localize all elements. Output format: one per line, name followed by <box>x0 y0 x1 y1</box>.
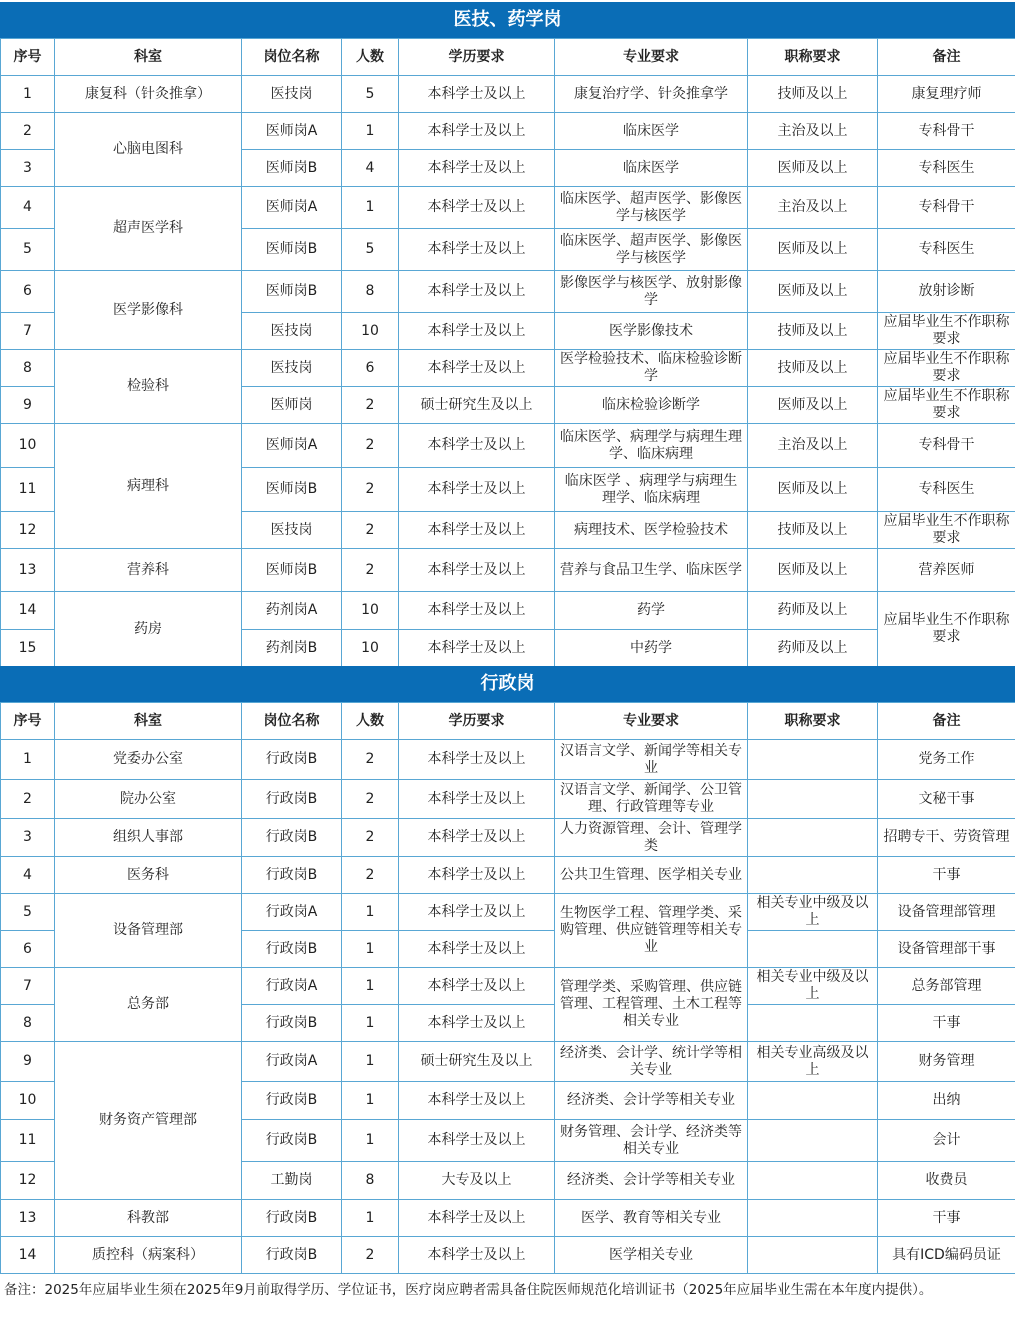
cell-no: 1 <box>1 740 55 780</box>
cell-remark: 放射诊断 <box>878 271 1015 313</box>
cell-title-req: 技师及以上 <box>748 350 878 387</box>
cell-no: 3 <box>1 819 55 857</box>
cell-dept: 科教部 <box>55 1200 242 1237</box>
header-major: 专业要求 <box>555 39 748 76</box>
header-count: 人数 <box>342 703 399 740</box>
cell-no: 11 <box>1 468 55 512</box>
cell-count: 5 <box>342 76 399 113</box>
cell-title-req <box>748 1120 878 1162</box>
cell-count: 8 <box>342 1162 399 1200</box>
header-no: 序号 <box>1 703 55 740</box>
cell-remark: 应届毕业生不作职称要求 <box>878 313 1015 350</box>
cell-education: 本科学士及以上 <box>399 229 555 271</box>
cell-no: 9 <box>1 387 55 424</box>
cell-no: 14 <box>1 592 55 630</box>
cell-no: 14 <box>1 1237 55 1274</box>
cell-major: 临床检验诊断学 <box>555 387 748 424</box>
cell-post: 行政岗A <box>242 1042 342 1082</box>
cell-post: 行政岗B <box>242 819 342 857</box>
table-row <box>1 424 1015 468</box>
cell-count: 2 <box>342 780 399 819</box>
cell-post: 行政岗B <box>242 931 342 968</box>
table-row <box>1 271 1015 313</box>
cell-education: 本科学士及以上 <box>399 894 555 931</box>
cell-major: 医学检验技术、临床检验诊断学 <box>555 350 748 387</box>
cell-title-req <box>748 780 878 819</box>
cell-major: 药学 <box>555 592 748 630</box>
cell-education: 本科学士及以上 <box>399 1082 555 1120</box>
header-no: 序号 <box>1 39 55 76</box>
cell-title-req: 主治及以上 <box>748 187 878 229</box>
cell-post: 行政岗A <box>242 894 342 931</box>
cell-title-req: 相关专业中级及以上 <box>748 968 878 1005</box>
cell-remark: 专科医生 <box>878 150 1015 187</box>
cell-education: 本科学士及以上 <box>399 350 555 387</box>
cell-post: 医师岗B <box>242 549 342 592</box>
cell-remark: 干事 <box>878 1005 1015 1042</box>
cell-dept: 营养科 <box>55 549 242 592</box>
cell-post: 医师岗A <box>242 424 342 468</box>
cell-education: 本科学士及以上 <box>399 931 555 968</box>
cell-post: 行政岗B <box>242 1082 342 1120</box>
cell-education: 本科学士及以上 <box>399 549 555 592</box>
cell-count: 2 <box>342 468 399 512</box>
cell-remark: 营养医师 <box>878 549 1015 592</box>
cell-post: 医师岗B <box>242 150 342 187</box>
cell-count: 1 <box>342 1200 399 1237</box>
cell-dept: 总务部 <box>55 968 242 1042</box>
cell-remark: 应届毕业生不作职称要求 <box>878 387 1015 424</box>
cell-no: 6 <box>1 271 55 313</box>
cell-title-req <box>748 1005 878 1042</box>
cell-remark: 总务部管理 <box>878 968 1015 1005</box>
cell-education: 本科学士及以上 <box>399 630 555 667</box>
cell-title-req: 主治及以上 <box>748 424 878 468</box>
cell-title-req: 医师及以上 <box>748 387 878 424</box>
cell-title-req <box>748 740 878 780</box>
cell-education: 本科学士及以上 <box>399 780 555 819</box>
cell-education: 硕士研究生及以上 <box>399 1042 555 1082</box>
table-row <box>1 857 1015 894</box>
table-row <box>1 592 1015 630</box>
cell-post: 医师岗B <box>242 229 342 271</box>
cell-major: 人力资源管理、会计、管理学类 <box>555 819 748 857</box>
cell-count: 1 <box>342 968 399 1005</box>
cell-title-req: 医师及以上 <box>748 229 878 271</box>
cell-post: 医师岗B <box>242 468 342 512</box>
cell-remark: 文秘干事 <box>878 780 1015 819</box>
cell-no: 7 <box>1 968 55 1005</box>
cell-title-req: 相关专业高级及以上 <box>748 1042 878 1082</box>
cell-post: 工勤岗 <box>242 1162 342 1200</box>
cell-count: 2 <box>342 819 399 857</box>
cell-education: 本科学士及以上 <box>399 76 555 113</box>
cell-major: 临床医学 <box>555 150 748 187</box>
cell-count: 5 <box>342 229 399 271</box>
cell-major: 影像医学与核医学、放射影像学 <box>555 271 748 313</box>
cell-no: 12 <box>1 512 55 549</box>
cell-remark: 干事 <box>878 857 1015 894</box>
cell-major: 公共卫生管理、医学相关专业 <box>555 857 748 894</box>
cell-dept: 医务科 <box>55 857 242 894</box>
cell-title-req: 主治及以上 <box>748 113 878 150</box>
cell-post: 行政岗B <box>242 740 342 780</box>
cell-title-req <box>748 1082 878 1120</box>
cell-major: 经济类、会计学等相关专业 <box>555 1162 748 1200</box>
cell-education: 本科学士及以上 <box>399 1237 555 1274</box>
cell-education: 本科学士及以上 <box>399 468 555 512</box>
cell-dept: 药房 <box>55 592 242 667</box>
cell-dept: 医学影像科 <box>55 271 242 350</box>
cell-education: 本科学士及以上 <box>399 1005 555 1042</box>
cell-education: 本科学士及以上 <box>399 857 555 894</box>
cell-no: 5 <box>1 894 55 931</box>
cell-post: 行政岗B <box>242 1237 342 1274</box>
footnote: 备注：2025年应届毕业生须在2025年9月前取得学历、学位证书，医疗岗应聘者需具备住院医师规范化培训证书（2025年应届毕业生需在本年度内提供）。 <box>4 1282 933 1298</box>
cell-count: 4 <box>342 150 399 187</box>
table-row <box>1 780 1015 819</box>
header-major: 专业要求 <box>555 703 748 740</box>
cell-count: 1 <box>342 113 399 150</box>
cell-post: 医技岗 <box>242 76 342 113</box>
cell-major: 临床医学、超声医学、影像医学与核医学 <box>555 229 748 271</box>
cell-major: 管理学类、采购管理、供应链管理、工程管理、土木工程等相关专业 <box>555 968 748 1042</box>
cell-major: 临床医学 <box>555 113 748 150</box>
cell-title-req <box>748 1237 878 1274</box>
cell-title-req: 技师及以上 <box>748 313 878 350</box>
cell-no: 11 <box>1 1120 55 1162</box>
cell-education: 本科学士及以上 <box>399 512 555 549</box>
cell-remark: 专科骨干 <box>878 113 1015 150</box>
cell-dept: 财务资产管理部 <box>55 1042 242 1200</box>
cell-dept: 质控科（病案科） <box>55 1237 242 1274</box>
cell-major: 病理技术、医学检验技术 <box>555 512 748 549</box>
cell-remark: 应届毕业生不作职称要求 <box>878 592 1015 667</box>
cell-post: 药剂岗B <box>242 630 342 667</box>
cell-education: 大专及以上 <box>399 1162 555 1200</box>
cell-post: 医技岗 <box>242 512 342 549</box>
cell-count: 2 <box>342 512 399 549</box>
header-title-req: 职称要求 <box>748 703 878 740</box>
cell-count: 2 <box>342 549 399 592</box>
cell-remark: 收费员 <box>878 1162 1015 1200</box>
cell-post: 医师岗 <box>242 387 342 424</box>
cell-major: 经济类、会计学等相关专业 <box>555 1082 748 1120</box>
cell-post: 行政岗B <box>242 1120 342 1162</box>
cell-count: 1 <box>342 1082 399 1120</box>
cell-count: 2 <box>342 387 399 424</box>
header-remark: 备注 <box>878 703 1015 740</box>
cell-remark: 专科医生 <box>878 229 1015 271</box>
cell-dept: 超声医学科 <box>55 187 242 271</box>
cell-dept: 康复科（针灸推拿） <box>55 76 242 113</box>
cell-education: 本科学士及以上 <box>399 424 555 468</box>
cell-major: 营养与食品卫生学、临床医学 <box>555 549 748 592</box>
cell-major: 财务管理、会计学、经济类等相关专业 <box>555 1120 748 1162</box>
cell-no: 6 <box>1 931 55 968</box>
cell-remark: 招聘专干、劳资管理 <box>878 819 1015 857</box>
table-row <box>1 1042 1015 1082</box>
cell-education: 本科学士及以上 <box>399 1120 555 1162</box>
cell-dept: 党委办公室 <box>55 740 242 780</box>
cell-education: 本科学士及以上 <box>399 150 555 187</box>
cell-count: 2 <box>342 424 399 468</box>
cell-count: 1 <box>342 1042 399 1082</box>
cell-count: 1 <box>342 1120 399 1162</box>
header-post: 岗位名称 <box>242 703 342 740</box>
cell-remark: 设备管理部管理 <box>878 894 1015 931</box>
cell-dept: 检验科 <box>55 350 242 424</box>
header-dept: 科室 <box>55 39 242 76</box>
cell-major: 临床医学、超声医学、影像医学与核医学 <box>555 187 748 229</box>
cell-remark: 出纳 <box>878 1082 1015 1120</box>
table-row <box>1 76 1015 113</box>
cell-no: 2 <box>1 780 55 819</box>
cell-post: 行政岗A <box>242 968 342 1005</box>
header-title-req: 职称要求 <box>748 39 878 76</box>
cell-major: 医学相关专业 <box>555 1237 748 1274</box>
cell-major: 临床医学 、病理学与病理生理学、临床病理 <box>555 468 748 512</box>
cell-count: 1 <box>342 931 399 968</box>
cell-count: 2 <box>342 857 399 894</box>
cell-no: 3 <box>1 150 55 187</box>
cell-post: 行政岗B <box>242 1200 342 1237</box>
cell-no: 10 <box>1 424 55 468</box>
table-row <box>1 968 1015 1005</box>
cell-remark: 应届毕业生不作职称要求 <box>878 512 1015 549</box>
table-row <box>1 1237 1015 1274</box>
cell-title-req: 医师及以上 <box>748 150 878 187</box>
cell-remark: 会计 <box>878 1120 1015 1162</box>
table-row <box>1 350 1015 387</box>
cell-dept: 心脑电图科 <box>55 113 242 187</box>
cell-no: 15 <box>1 630 55 667</box>
cell-count: 2 <box>342 740 399 780</box>
cell-count: 1 <box>342 894 399 931</box>
cell-dept: 设备管理部 <box>55 894 242 968</box>
cell-remark: 党务工作 <box>878 740 1015 780</box>
cell-title-req: 技师及以上 <box>748 76 878 113</box>
section-title-medical: 医技、药学岗 <box>0 2 1015 38</box>
cell-remark: 应届毕业生不作职称要求 <box>878 350 1015 387</box>
admin-positions-table <box>0 702 1015 1274</box>
table-row <box>1 819 1015 857</box>
cell-post: 医师岗A <box>242 113 342 150</box>
cell-title-req <box>748 1200 878 1237</box>
cell-no: 1 <box>1 76 55 113</box>
header-remark: 备注 <box>878 39 1015 76</box>
cell-count: 2 <box>342 1237 399 1274</box>
cell-title-req: 医师及以上 <box>748 549 878 592</box>
header-post: 岗位名称 <box>242 39 342 76</box>
cell-dept: 组织人事部 <box>55 819 242 857</box>
cell-title-req: 药师及以上 <box>748 630 878 667</box>
cell-education: 本科学士及以上 <box>399 819 555 857</box>
cell-post: 医师岗A <box>242 187 342 229</box>
cell-major: 临床医学、病理学与病理生理学、临床病理 <box>555 424 748 468</box>
cell-remark: 设备管理部干事 <box>878 931 1015 968</box>
cell-post: 行政岗B <box>242 1005 342 1042</box>
cell-education: 本科学士及以上 <box>399 592 555 630</box>
cell-remark: 专科骨干 <box>878 424 1015 468</box>
cell-major: 医学、教育等相关专业 <box>555 1200 748 1237</box>
table-row <box>1 549 1015 592</box>
medical-positions-table <box>0 38 1015 667</box>
cell-title-req <box>748 819 878 857</box>
cell-post: 医技岗 <box>242 313 342 350</box>
cell-post: 医技岗 <box>242 350 342 387</box>
cell-count: 10 <box>342 592 399 630</box>
cell-title-req <box>748 857 878 894</box>
table-row <box>1 1200 1015 1237</box>
cell-major: 医学影像技术 <box>555 313 748 350</box>
cell-remark: 专科骨干 <box>878 187 1015 229</box>
cell-count: 1 <box>342 1005 399 1042</box>
table-header-row <box>1 703 1015 740</box>
header-education: 学历要求 <box>399 703 555 740</box>
cell-count: 6 <box>342 350 399 387</box>
cell-count: 8 <box>342 271 399 313</box>
cell-count: 10 <box>342 630 399 667</box>
cell-remark: 干事 <box>878 1200 1015 1237</box>
table-row <box>1 187 1015 229</box>
cell-remark: 专科医生 <box>878 468 1015 512</box>
cell-major: 中药学 <box>555 630 748 667</box>
cell-education: 本科学士及以上 <box>399 740 555 780</box>
cell-education: 本科学士及以上 <box>399 968 555 1005</box>
cell-no: 8 <box>1 1005 55 1042</box>
cell-no: 2 <box>1 113 55 150</box>
cell-remark: 财务管理 <box>878 1042 1015 1082</box>
table-row <box>1 740 1015 780</box>
cell-major: 经济类、会计学、统计学等相关专业 <box>555 1042 748 1082</box>
cell-no: 12 <box>1 1162 55 1200</box>
cell-post: 医师岗B <box>242 271 342 313</box>
cell-count: 10 <box>342 313 399 350</box>
header-count: 人数 <box>342 39 399 76</box>
cell-no: 4 <box>1 857 55 894</box>
cell-count: 1 <box>342 187 399 229</box>
cell-post: 行政岗B <box>242 780 342 819</box>
cell-no: 4 <box>1 187 55 229</box>
cell-major: 生物医学工程、管理学类、采购管理、供应链管理等相关专业 <box>555 894 748 968</box>
cell-education: 本科学士及以上 <box>399 1200 555 1237</box>
cell-major: 汉语言文学、新闻学、公卫管理、行政管理等专业 <box>555 780 748 819</box>
cell-title-req: 医师及以上 <box>748 271 878 313</box>
cell-dept: 院办公室 <box>55 780 242 819</box>
cell-education: 本科学士及以上 <box>399 271 555 313</box>
header-dept: 科室 <box>55 703 242 740</box>
table-row <box>1 894 1015 931</box>
cell-no: 13 <box>1 1200 55 1237</box>
cell-title-req: 医师及以上 <box>748 468 878 512</box>
table-row <box>1 113 1015 150</box>
table-header-row <box>1 39 1015 76</box>
header-education: 学历要求 <box>399 39 555 76</box>
cell-no: 5 <box>1 229 55 271</box>
cell-no: 8 <box>1 350 55 387</box>
cell-title-req: 相关专业中级及以上 <box>748 894 878 931</box>
cell-dept: 病理科 <box>55 424 242 549</box>
cell-title-req: 药师及以上 <box>748 592 878 630</box>
section-title-admin: 行政岗 <box>0 666 1015 702</box>
cell-title-req <box>748 1162 878 1200</box>
cell-education: 本科学士及以上 <box>399 187 555 229</box>
cell-remark: 康复理疗师 <box>878 76 1015 113</box>
cell-post: 药剂岗A <box>242 592 342 630</box>
cell-education: 本科学士及以上 <box>399 113 555 150</box>
cell-title-req: 技师及以上 <box>748 512 878 549</box>
cell-no: 7 <box>1 313 55 350</box>
cell-title-req <box>748 931 878 968</box>
cell-no: 13 <box>1 549 55 592</box>
cell-major: 汉语言文学、新闻学等相关专业 <box>555 740 748 780</box>
cell-no: 10 <box>1 1082 55 1120</box>
cell-major: 康复治疗学、针灸推拿学 <box>555 76 748 113</box>
cell-education: 硕士研究生及以上 <box>399 387 555 424</box>
cell-no: 9 <box>1 1042 55 1082</box>
cell-remark: 具有ICD编码员证 <box>878 1237 1015 1274</box>
cell-education: 本科学士及以上 <box>399 313 555 350</box>
cell-post: 行政岗B <box>242 857 342 894</box>
